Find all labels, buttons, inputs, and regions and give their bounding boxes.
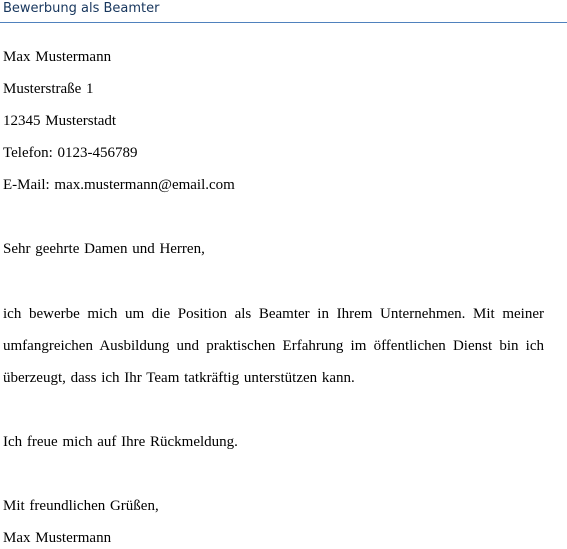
salutation: Sehr geehrte Damen und Herren, (3, 241, 205, 257)
body-line: überzeugt, dass ich Ihr Team tatkräftig unterstützen kann. (3, 370, 355, 386)
sender-street: Musterstraße 1 (3, 81, 94, 97)
sender-name: Max Mustermann (3, 49, 112, 65)
sender-email: E-Mail: max.mustermann@email.com (3, 177, 235, 193)
closing: Mit freundlichen Grüßen, (3, 498, 159, 514)
document-title: Bewerbung als Beamter (3, 1, 160, 16)
document-header (0, 0, 567, 23)
sender-phone: Telefon: 0123-456789 (3, 145, 138, 161)
signature: Max Mustermann (3, 530, 112, 546)
body-line: ich bewerbe mich um die Position als Beamter in Ihrem Unternehmen. Mit meiner (3, 306, 544, 322)
body-line: umfangreichen Ausbildung und praktischen Erfahrung im öffentlichen Dienst bin ich (3, 338, 544, 354)
closing-request: Ich freue mich auf Ihre Rückmeldung. (3, 434, 238, 450)
sender-city: 12345 Musterstadt (3, 113, 117, 129)
